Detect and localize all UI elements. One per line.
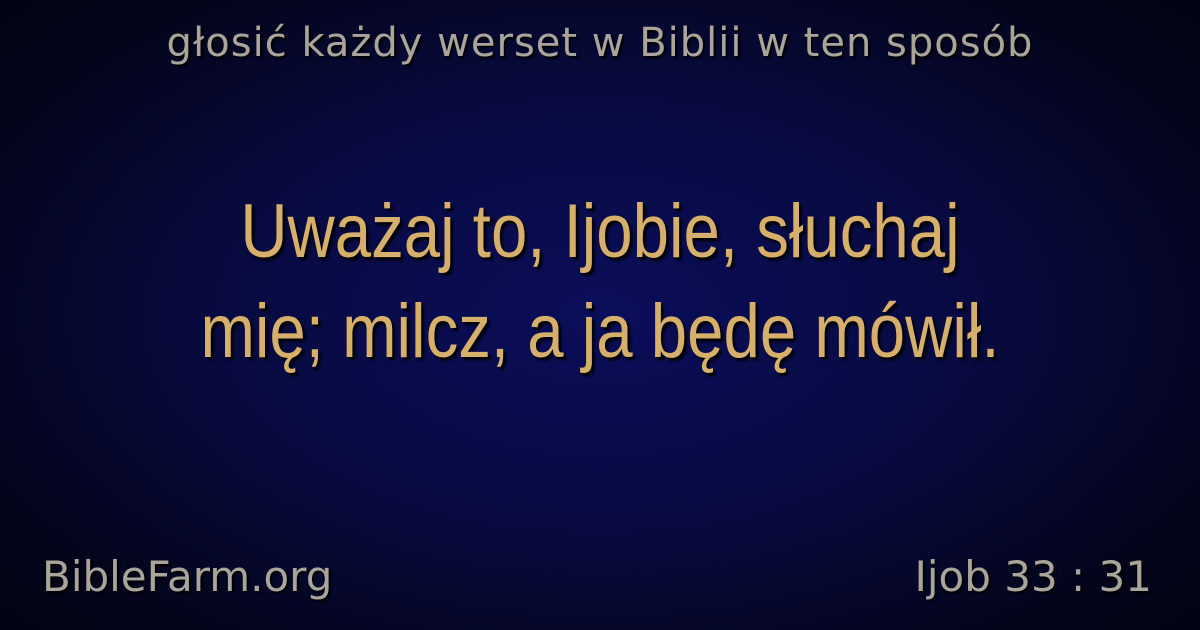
site-name: BibleFarm.org: [42, 552, 333, 601]
verse-line-1: Uważaj to, Ijobie, słuchaj: [240, 189, 960, 274]
verse-text: [118, 182, 1081, 382]
verse-line-2: mię; milcz, a ja będę mówił.: [200, 289, 1000, 374]
verse-reference: Ijob 33 : 31: [914, 552, 1152, 601]
tagline: głosić każdy werset w Biblii w ten sposób: [166, 20, 1034, 66]
